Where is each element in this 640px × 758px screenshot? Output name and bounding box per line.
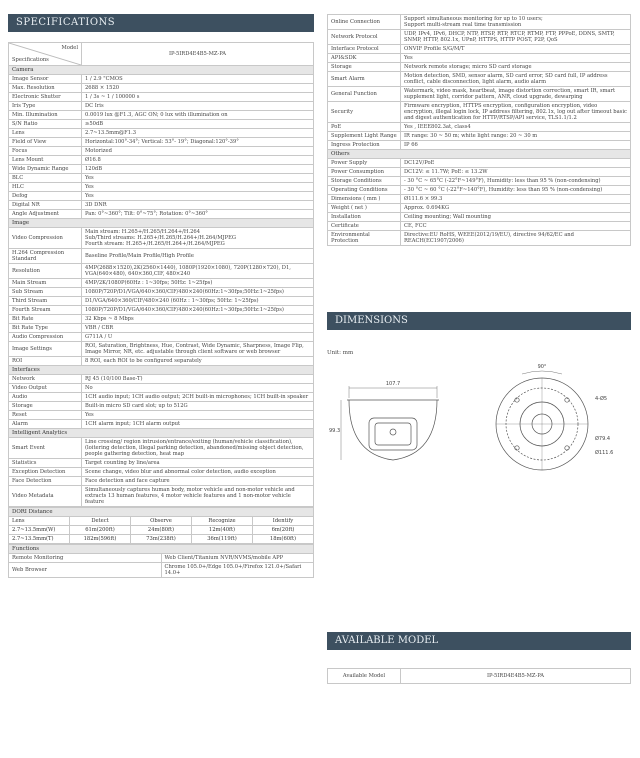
spec-key: S/N Ratio [9,120,82,129]
spec-row [9,183,314,192]
spec-value: Approx. 0.694KG [401,204,631,213]
spec-value: Chrome 105.0+/Edge 105.0+/Firefox 121.0+/Safari 14.0+ [161,563,314,578]
spec-key: Web Browser [9,563,162,578]
spec-value: Directive:EU RoHS, WEEE(2012/19/EU), directive 94/62/EC and REACH(EC1907/2006) [401,231,631,246]
spec-value: G711A / U [82,333,314,342]
available-table [327,668,631,684]
spec-key: Video Compression [9,228,82,249]
spec-key: Lens [9,129,82,138]
dim-width-label: 107.7 [385,381,401,387]
spec-value: 4MP/2K/1080P(60Hz : 1~30fps; 50Hz: 1~25fps) [82,279,314,288]
section-title: Functions [9,545,314,554]
spec-value: Face detection and face capture [82,477,314,486]
spec-value: Network remote storage; micro SD card storage [401,63,631,72]
spec-value: - 30 °C ~ 65°C (-22°F~149°F), Humidity: less than 95 % (non-condensing) [401,177,631,186]
section-row [9,508,314,517]
spec-key: Smart Event [9,438,82,459]
spec-key: BLC [9,174,82,183]
spec-key: Storage [9,402,82,411]
spec-key: PoE [328,123,401,132]
section-title: Camera [9,66,314,75]
spec-value: No [82,384,314,393]
spec-key: Video Output [9,384,82,393]
available-label: Available Model [328,669,401,684]
spec-row [328,132,631,141]
spec-row [9,174,314,183]
spec-value: 1CH alarm input; 1CH alarm output [82,420,314,429]
spec-row [9,324,314,333]
spec-row [9,156,314,165]
spec-row [9,438,314,459]
spec-row [9,357,314,366]
spec-row [328,87,631,102]
spec-key: Operating Conditions [328,186,401,195]
spec-row [328,63,631,72]
spec-value: 120dB [82,165,314,174]
dimensions-unit: Unit: mm [327,350,354,356]
spec-row [9,420,314,429]
spec-row [328,213,631,222]
spec-row [9,563,314,578]
spec-value: Main stream: H.265+/H.265/H.264+/H.264 Sub/Third streams: H.265+/H.265/H.264+/H.264/MJPEG Fourth stream: H.265+/H.265/H.264+/H.264/MJPEG [82,228,314,249]
spec-key: Fourth Stream [9,306,82,315]
spec-row [9,468,314,477]
spec-key: Security [328,102,401,123]
spec-key: Wide Dynamic Range [9,165,82,174]
spec-value: Line crossing/ region intrusion/entrance/exiting (human/vehicle classification), (loitering detection, illegal parking detection, abandoned/missing object detection, people gathering detection, heat map [82,438,314,459]
dori-cell: Detect [70,517,131,526]
diag-header [9,43,82,66]
spec-value: IR range: 30 ~ 50 m; white light range: 20 ~ 30 m [401,132,631,141]
spec-value: 32 Kbps ~ 8 Mbps [82,315,314,324]
spec-row [9,333,314,342]
spec-value: ONVIF Profile S/G/M/T [401,45,631,54]
spec-row [9,84,314,93]
spec-value: D1/VGA/640×360/CIF/480×240 (60Hz : 1~30fps; 50Hz: 1~25fps) [82,297,314,306]
section-row [9,66,314,75]
spec-row [9,111,314,120]
dori-title: DORI Distance [9,508,314,517]
spec-value: 1 / 2.9 "CMOS [82,75,314,84]
spec-key: Bit Rate [9,315,82,324]
dim-height-label: 99.3 [329,428,341,434]
spec-row [328,123,631,132]
spec-key: Remote Monitoring [9,554,162,563]
section-title: Interfaces [9,366,314,375]
dim-holes-label: 4-Ø5 [595,396,608,402]
spec-row [9,129,314,138]
spec-key: Online Connection [328,15,401,30]
dori-cell: 24m(80ft) [131,526,192,535]
spec-row [9,165,314,174]
spec-key: HLC [9,183,82,192]
spec-row [9,375,314,384]
spec-row [328,168,631,177]
spec-row [328,231,631,246]
spec-value: Firmware encryption, HTTPS encryption, configuration encryption, video encryption, illegal login lock, IP address filtering, 802.1x, log out after timeout basic and digest authentication for HTTP/RTSP/API service, TLS1.1/1.2 [401,102,631,123]
section-row [9,429,314,438]
dori-row [9,526,314,535]
spec-row [328,222,631,231]
spec-key: Audio Compression [9,333,82,342]
side-view [341,386,439,460]
spec-row [328,72,631,87]
spec-value: 1080P/720P/D1/VGA/640×360/CIF/480×240(60Hz:1~30fps;50Hz:1~25fps) [82,288,314,297]
dori-cell: 2.7~13.5mm(W) [9,526,70,535]
dori-cell: Recognize [192,517,253,526]
spec-value: 4MP(2688×1520),2K(2560×1440), 1080P(1920×1080), 720P(1280×720), D1, VGA(640×480), 640×360,CIF, 480×240 [82,264,314,279]
spec-row [9,279,314,288]
spec-value: - 30 °C ~ 60 °C (-22°F~140°F), Humidity: less than 95 % (non-condensing) [401,186,631,195]
spec-value: Built-in micro SD card slot; up to 512G [82,402,314,411]
dori-cell: Identify [253,517,314,526]
dori-row [9,535,314,544]
spec-value: IP 66 [401,141,631,150]
spec-row [9,306,314,315]
spec-key: Face Detection [9,477,82,486]
spec-title: SPECIFICATIONS [8,14,314,32]
dori-cell: 61m(200ft) [70,526,131,535]
spec-key: Smart Alarm [328,72,401,87]
spec-row [9,554,314,563]
dori-cell: 18m(60ft) [253,535,314,544]
spec-value: Yes [82,411,314,420]
spec-value: 8 ROI, each ROI to be configured separately [82,357,314,366]
spec-row [9,393,314,402]
spec-value: 2688 × 1520 [82,84,314,93]
spec-row [9,102,314,111]
spec-key: Weight ( net ) [328,204,401,213]
spec-table [8,42,314,507]
spec-row [328,186,631,195]
spec-row [9,75,314,84]
spec-row [9,120,314,129]
spec-key: Installation [328,213,401,222]
spec-value: CE, FCC [401,222,631,231]
spec-value: Yes , IEEE802.3at, class4 [401,123,631,132]
spec-key: Network [9,375,82,384]
dori-table [8,507,314,544]
spec-key: Resolution [9,264,82,279]
spec-key: Reset [9,411,82,420]
spec-row [9,210,314,219]
spec-value: Ø111.6 × 99.3 [401,195,631,204]
spec-row [9,315,314,324]
spec-row [328,15,631,30]
spec-key: ROI [9,357,82,366]
spec-value: Motorized [82,147,314,156]
spec-value: Motion detection, SMD, sensor alarm, SD card error, SD card full, IP address conflict, cable disconnection, light alarm, audio alarm [401,72,631,87]
spec-row [328,45,631,54]
spec-value: ≥50dB [82,120,314,129]
dim-outer-label: Ø111.6 [595,450,614,456]
spec-value: UDP, IPv4, IPv6, DHCP, NTP, RTSP, RTP, RTCP, RTMP, FTP, PPPoE, DDNS, SMTP, SNMP, HTTP, 802.1x, UPnP, HTTPS, HTTP POST, P2P, QoS [401,30,631,45]
spec-row [9,201,314,210]
spec-value: Yes [82,174,314,183]
spec-row [9,486,314,507]
spec-row [9,402,314,411]
spec-value: Ø16.8 [82,156,314,165]
spec-row [328,30,631,45]
spec-key: H.264 Compression Standard [9,249,82,264]
spec-key: Interface Protocol [328,45,401,54]
spec-right-column [327,0,631,684]
spec-value: VBR / CBR [82,324,314,333]
spec-value: 1CH audio input; 1CH audio output; 2CH built-in microphones; 1CH built-in speaker [82,393,314,402]
spec-key: Sub Stream [9,288,82,297]
section-row [328,150,631,159]
available-value: IP-5IRD4E4B5-MZ-PA [401,669,631,684]
spec-key: Max. Resolution [9,84,82,93]
spec-row [9,228,314,249]
spec-key: Audio [9,393,82,402]
spec-row [9,384,314,393]
spec-key: Storage Conditions [328,177,401,186]
section-row [9,545,314,554]
spec-key: Network Protocol [328,30,401,45]
dim-inner-label: Ø79.4 [595,436,611,442]
spec-value: RJ 45 (10/100 Base-T) [82,375,314,384]
spec-row [9,459,314,468]
spec-value: DC Iris [82,102,314,111]
spec-row [328,195,631,204]
spec-table-right [327,14,631,246]
spec-row [9,264,314,279]
spec-value: Web Client/Titanium NVR/NVMS/mobile APP [161,554,314,563]
spec-key: Dimensions ( mm ) [328,195,401,204]
spec-row [9,288,314,297]
spec-label: Specifications [12,57,49,63]
model-label: Model [61,45,78,51]
spec-value: DC12V/PoE [401,159,631,168]
section-row [9,219,314,228]
spec-key: Supplement Light Range [328,132,401,141]
dori-cell: 12m(40ft) [192,526,253,535]
spec-key: Third Stream [9,297,82,306]
spec-value: ROI, Saturation, Brightness, Hue, Contrast, Wide Dynamic, Sharpness, Image Flip, Image Mirror, NR, etc. adjustable through client software or web browser [82,342,314,357]
spec-key: Alarm [9,420,82,429]
spec-row [9,93,314,102]
spec-value: DC12V: ≤ 11.7W; PoE: ≤ 13.2W [401,168,631,177]
spec-key: Electronic Shutter [9,93,82,102]
spec-key: Lens Mount [9,156,82,165]
spec-key: Angle Adjustment [9,210,82,219]
dori-cell: Observe [131,517,192,526]
spec-row [9,477,314,486]
spec-value: Baseline Profile/Main Profile/High Profile [82,249,314,264]
spec-row [328,159,631,168]
available-row [328,669,631,684]
spec-key: Exception Detection [9,468,82,477]
spec-value: Yes [82,192,314,201]
spec-key: API&SDK [328,54,401,63]
section-title: Intelligent Analytics [9,429,314,438]
spec-row [328,204,631,213]
spec-key: Bit Rate Type [9,324,82,333]
dori-cell: 2.7~13.5mm(T) [9,535,70,544]
spec-key: Digital NR [9,201,82,210]
spec-key: Iris Type [9,102,82,111]
spec-key: Power Supply [328,159,401,168]
spec-key: Min. Illumination [9,111,82,120]
spec-value: 3D DNR [82,201,314,210]
spec-key: Image Settings [9,342,82,357]
spec-value: 1080P/720P/D1/VGA/640×360/CIF/480×240(60Hz:1~30fps;50Hz:1~25fps) [82,306,314,315]
spec-value: Ceiling mounting; Wall mounting [401,213,631,222]
spec-row [328,102,631,123]
spec-header-row [9,43,314,66]
spec-value: Target counting by line/area [82,459,314,468]
spec-row [328,141,631,150]
spec-row [9,138,314,147]
spec-row [9,249,314,264]
spec-value: Yes [401,54,631,63]
spec-value: Support simultaneous monitoring for up to 10 users; Support multi-stream real time transmission [401,15,631,30]
spec-key: Defog [9,192,82,201]
spec-key: Ingress Protection [328,141,401,150]
dim-angle-label: 90° [537,364,547,370]
spec-key: Power Consumption [328,168,401,177]
spec-row [9,147,314,156]
spec-key: Video Metadata [9,486,82,507]
spec-row [328,54,631,63]
spec-left-column [8,0,314,578]
section-title: Image [9,219,314,228]
spec-key: Statistics [9,459,82,468]
available-title: AVAILABLE MODEL [327,632,631,650]
spec-key: Focus [9,147,82,156]
spec-value: 2.7~13.5mm@F1.3 [82,129,314,138]
spec-value: Scene change, video blur and abnormal color detection, audio exception [82,468,314,477]
spec-key: Main Stream [9,279,82,288]
dori-cell: 36m(119ft) [192,535,253,544]
spec-row [328,177,631,186]
functions-table [8,544,314,578]
dori-cell: 73m(238ft) [131,535,192,544]
spec-value: Watermark, video mask, heartbeat, image distortion correction, smart IR, smart supplement light, corridor pattern, ANR, cloud upgrade, dewarping [401,87,631,102]
spec-value: Yes [82,183,314,192]
spec-value: Pan: 0°~360°; Tilt: 0°~75°; Rotation: 0°~360° [82,210,314,219]
dori-cell: 182m(596ft) [70,535,131,544]
section-title: Others [328,150,631,159]
spec-key: General Function [328,87,401,102]
spec-key: Image Sensor [9,75,82,84]
spec-row [9,342,314,357]
dori-cell: 6m(20ft) [253,526,314,535]
dori-cell: Lens [9,517,70,526]
spec-value: Horizontal:100°-34°; Vertical: 53°- 19°; Diagonal:120°-39° [82,138,314,147]
spec-key: Environmental Protection [328,231,401,246]
spec-row [9,297,314,306]
spec-key: Field of View [9,138,82,147]
spec-value: 0.0019 lux @F1.3, AGC ON; 0 lux with illumination on [82,111,314,120]
model-value: IP-5IRD4E4B5-MZ-PA [82,43,314,66]
section-row [9,366,314,375]
spec-key: Storage [328,63,401,72]
spec-value: Simultaneously captures human body, motor vehicle and non-motor vehicle and extracts 13 human features, 4 motor vehicle features and 1 non-motor vehicle feature [82,486,314,507]
spec-row [9,192,314,201]
dimension-drawing [327,360,631,490]
spec-key: Certificate [328,222,401,231]
diagonal-line [9,43,81,65]
dori-header-row [9,517,314,526]
top-view [496,371,588,470]
spec-row [9,411,314,420]
spec-value: 1 / 3s ~ 1 / 100000 s [82,93,314,102]
dimensions-title: DIMENSIONS [327,312,631,330]
